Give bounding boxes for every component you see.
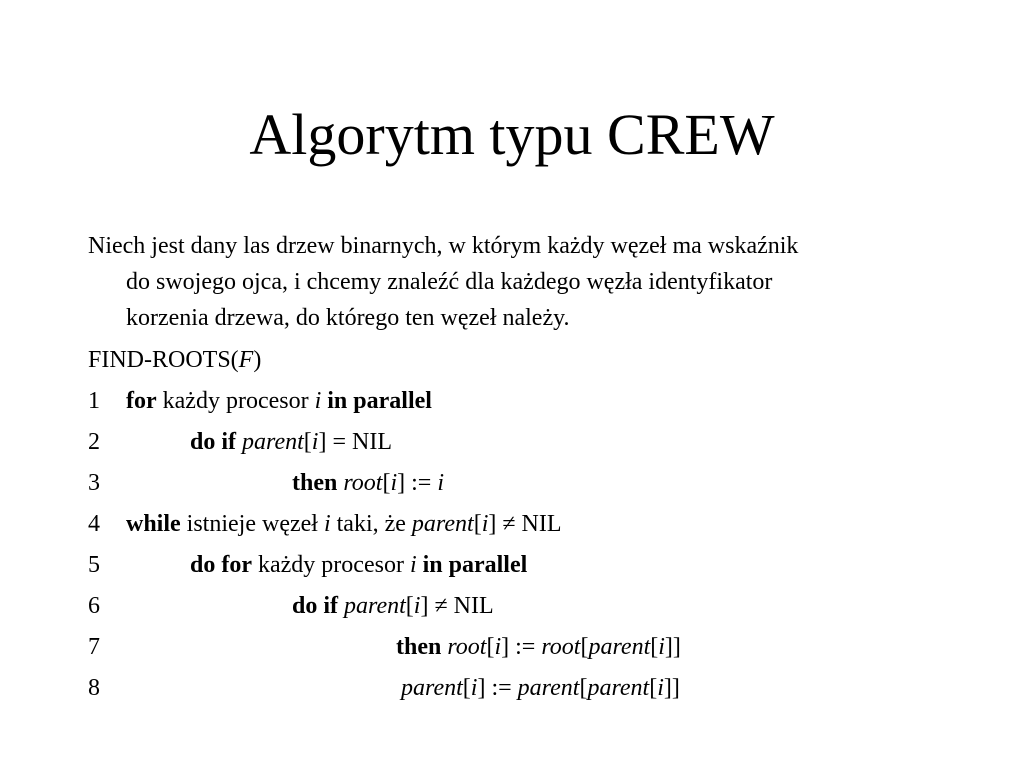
code-variable: parent [587,675,650,701]
code-text: [ [650,634,659,660]
line-content [126,504,562,545]
line-number: 6 [88,593,100,619]
code-variable: i [409,552,417,578]
code-line [88,627,948,668]
code-variable: parent [411,511,474,537]
intro-line: korzenia drzewa, do którego ten węzeł należy. [126,305,570,331]
code-variable: i [311,429,319,455]
code-variable: parent [242,429,304,455]
code-line [88,463,948,504]
intro-line: do swojego ojca, i chcemy znaleźć dla każdego węzła identyfikator [126,269,773,295]
line-number: 7 [88,634,100,660]
line-content [401,668,680,709]
line-content [126,381,432,422]
code-variable: i [390,470,398,496]
line-content [190,422,392,463]
slide-title: Algorytm typu CREW [249,102,775,167]
code-text: [ [473,511,482,537]
code-keyword: while [126,511,181,537]
code-variable: i [314,388,322,414]
code-line [88,586,948,627]
code-keyword: then [396,634,442,660]
code-keyword: in parallel [422,552,528,578]
code-text: ] = NIL [318,429,392,455]
line-number: 8 [88,675,100,701]
code-variable: i [481,511,489,537]
code-line [88,381,948,422]
code-variable: root [343,470,383,496]
code-line [88,545,948,586]
code-variable: parent [344,593,406,619]
procedure-signature [88,340,261,381]
code-keyword: do if [292,593,339,619]
code-variable: i [413,593,421,619]
code-variable: i [494,634,502,660]
line-content [190,545,527,586]
intro-line: Niech jest dany las drzew binarnych, w którym każdy węzeł ma wskaźnik [88,233,799,259]
code-text: ] ≠ NIL [488,511,562,537]
code-line [88,668,948,709]
code-text: każdy procesor [252,552,410,578]
code-text: ]] [664,634,681,660]
code-keyword: do if [190,429,237,455]
code-keyword: do for [190,552,252,578]
line-number: 2 [88,429,100,455]
code-text: [ [486,634,495,660]
intro-paragraph [88,228,948,336]
code-variable: root [447,634,487,660]
code-keyword: in parallel [327,388,432,414]
code-text: ] := [397,470,438,496]
code-text: [ [382,470,391,496]
code-text: [ [580,634,589,660]
line-number: 5 [88,552,100,578]
line-content [292,463,444,504]
pseudocode-block [88,340,948,709]
code-variable: i [437,470,445,496]
line-number: 3 [88,470,100,496]
code-text: [ [462,675,471,701]
code-text: ] ≠ NIL [420,593,494,619]
code-text: taki, że [330,511,412,537]
code-keyword: for [126,388,157,414]
procedure-close: ) [253,347,262,373]
code-keyword: then [292,470,338,496]
code-variable: i [323,511,331,537]
code-line [88,422,948,463]
code-variable: i [470,675,478,701]
code-variable: parent [588,634,651,660]
code-text: ] := [501,634,542,660]
code-line [88,504,948,545]
code-text: ]] [663,675,680,701]
code-variable: i [657,675,664,701]
code-text: [ [303,429,312,455]
code-variable: root [541,634,581,660]
code-text: każdy procesor [156,388,315,414]
line-number: 4 [88,511,100,537]
procedure-arg: F [238,347,254,373]
procedure-name: FIND-ROOTS( [88,347,239,373]
procedure-header [88,340,948,381]
code-variable: parent [517,675,580,701]
line-number: 1 [88,388,100,414]
code-variable: parent [401,675,463,701]
code-text: ] := [477,675,518,701]
code-text: [ [579,675,588,701]
code-variable: i [658,634,665,660]
code-text: [ [649,675,658,701]
code-text: istnieje węzeł [180,511,324,537]
line-content [292,586,494,627]
code-text: [ [405,593,414,619]
line-content [396,627,681,668]
